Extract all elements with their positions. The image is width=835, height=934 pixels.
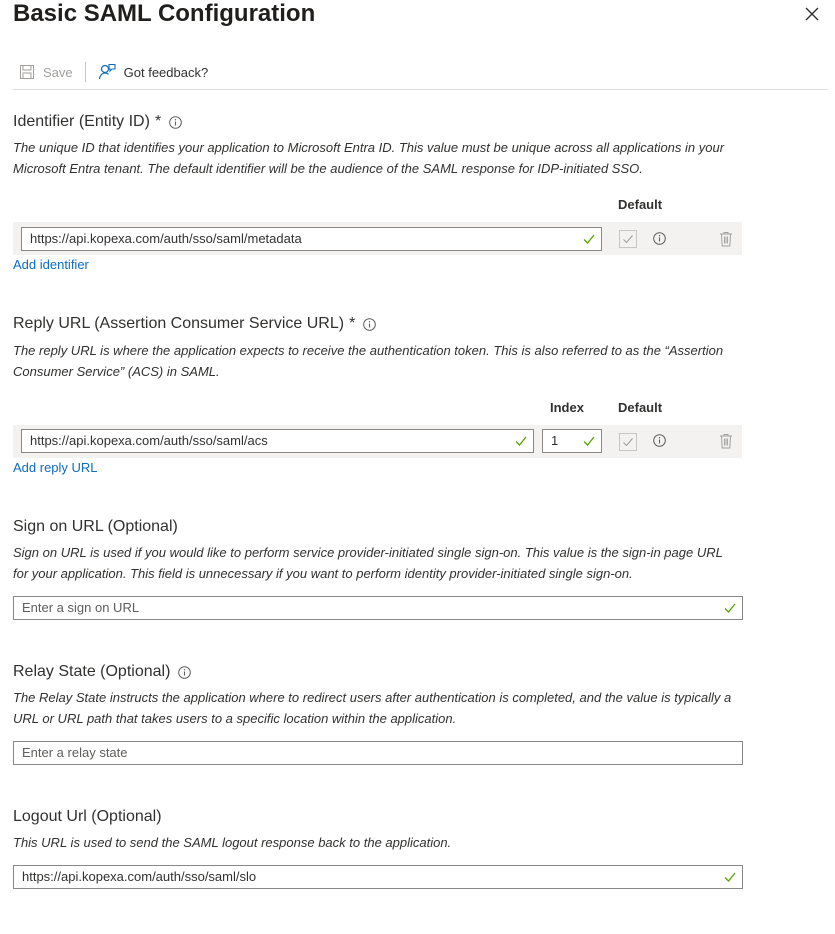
page-title: Basic SAML Configuration	[13, 0, 316, 27]
identifier-description: The unique ID that identifies your application to Microsoft Entra ID. This value must be unique across all applications in your Microsoft Entra tenant. The default identifier will be the audience of the SAML response for IDP-initiated SSO.	[13, 140, 725, 176]
logout-url-description: This URL is used to send the SAML logout response back to the application.	[13, 835, 452, 850]
valid-check-icon	[583, 435, 595, 447]
info-icon[interactable]	[653, 232, 666, 245]
delete-trash-icon[interactable]	[719, 231, 733, 247]
default-checkbox[interactable]	[619, 230, 637, 248]
add-identifier-link[interactable]: Add identifier	[13, 257, 89, 272]
feedback-button[interactable]	[92, 58, 215, 86]
index-input[interactable]: 1	[542, 429, 602, 453]
reply-url-input[interactable]: https://api.kopexa.com/auth/sso/saml/acs	[21, 429, 534, 453]
required-asterisk: *	[349, 315, 356, 332]
valid-check-icon	[724, 602, 736, 614]
default-checkbox[interactable]	[619, 433, 637, 451]
close-icon[interactable]	[802, 4, 822, 24]
default-column-header: Default	[618, 197, 663, 212]
info-icon[interactable]	[169, 116, 182, 129]
valid-check-icon	[515, 435, 527, 447]
valid-check-icon	[724, 871, 736, 883]
checkmark-icon	[622, 436, 634, 448]
save-button[interactable]	[13, 58, 79, 86]
add-reply-url-link[interactable]: Add reply URL	[13, 460, 98, 475]
valid-check-icon	[583, 233, 595, 245]
reply-url-label: Reply URL (Assertion Consumer Service URL) *	[13, 314, 376, 334]
sign-on-url-description: Sign on URL is used if you would like to perform service provider-initiated single sign-on. This value is the sign-in page URL for your application. This field is unnecessary if you want to perform identity provider-initiated single sign-on.	[13, 545, 723, 581]
save-label: Save	[43, 64, 73, 80]
checkmark-icon	[622, 233, 634, 245]
logout-url-label: Logout Url (Optional)	[13, 808, 162, 825]
relay-state-label: Relay State (Optional)	[13, 662, 191, 682]
info-icon[interactable]	[363, 318, 376, 331]
toolbar-divider-line	[13, 89, 828, 90]
info-icon[interactable]	[178, 666, 191, 679]
required-asterisk: *	[154, 113, 162, 130]
index-column-header: Index	[550, 400, 584, 415]
save-icon	[19, 64, 35, 80]
identifier-label: Identifier (Entity ID) *	[13, 112, 182, 132]
feedback-label: Got feedback?	[123, 64, 209, 80]
identifier-input[interactable]: https://api.kopexa.com/auth/sso/saml/metadata	[21, 227, 602, 251]
sign-on-url-input[interactable]: Enter a sign on URL	[13, 596, 743, 620]
relay-state-description: The Relay State instructs the application where to redirect users after authentication is completed, and the value is typically a URL or URL path that takes users to a specific location within the application.	[13, 690, 732, 726]
command-bar	[13, 58, 214, 86]
reply-url-description: The reply URL is where the application expects to receive the authentication token. This is also referred to as the “Assertion Consumer Service” (ACS) in SAML.	[13, 343, 724, 379]
sign-on-url-label: Sign on URL (Optional)	[13, 518, 178, 535]
toolbar-divider	[85, 62, 86, 82]
feedback-person-icon	[98, 63, 116, 81]
relay-state-input[interactable]: Enter a relay state	[13, 741, 743, 765]
info-icon[interactable]	[653, 434, 666, 447]
delete-trash-icon[interactable]	[719, 433, 733, 449]
default-column-header: Default	[618, 400, 663, 415]
logout-url-input[interactable]: https://api.kopexa.com/auth/sso/saml/slo	[13, 865, 743, 889]
